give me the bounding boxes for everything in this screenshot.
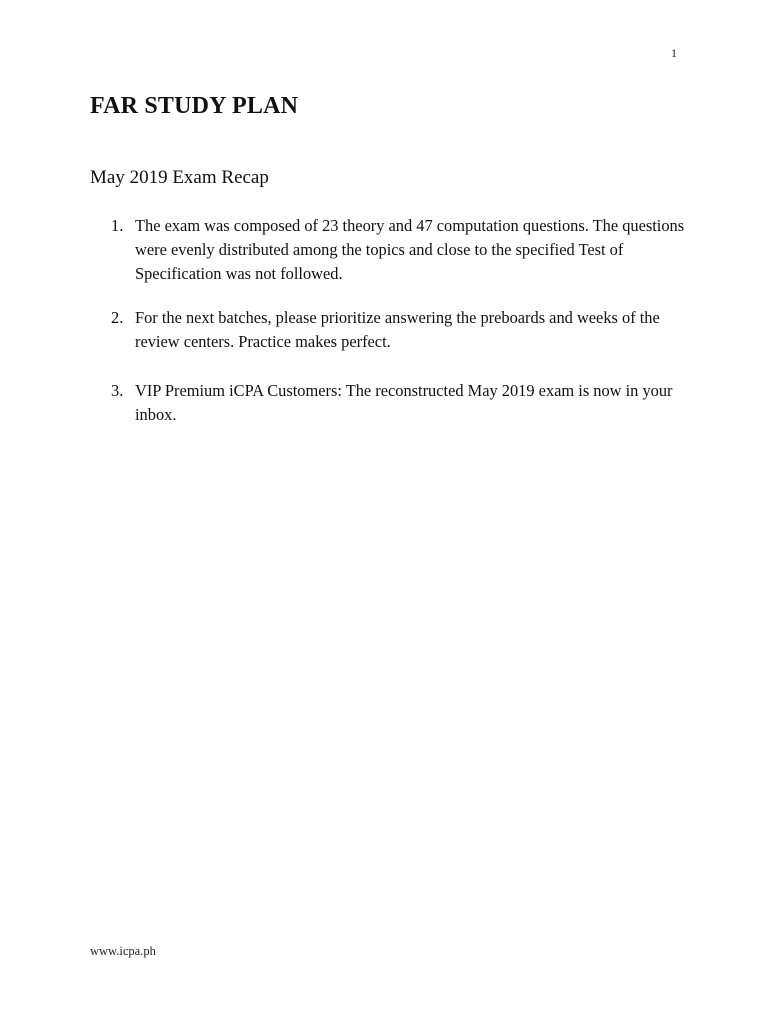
page-number: 1 xyxy=(671,46,677,60)
list-item xyxy=(90,379,690,427)
list-item xyxy=(90,214,690,286)
list-item-number: 1. xyxy=(111,216,124,235)
document-title: FAR STUDY PLAN xyxy=(90,93,299,119)
list-item-number: 2. xyxy=(111,308,124,327)
section-heading: May 2019 Exam Recap xyxy=(90,167,269,188)
list-item xyxy=(90,306,690,354)
recap-list xyxy=(90,214,690,427)
footer-url: www.icpa.ph xyxy=(90,944,156,958)
list-item-text: For the next batches, please prioritize answering the preboards and weeks of the review centers. Practice makes perfect. xyxy=(135,308,660,351)
list-item-text: The exam was composed of 23 theory and 47 computation questions. The questions were evenly distributed among the topics and close to the specified Test of Specification was not followed. xyxy=(135,216,685,283)
list-item-number: 3. xyxy=(111,381,124,400)
list-item-text: VIP Premium iCPA Customers: The reconstructed May 2019 exam is now in your inbox. xyxy=(135,381,673,424)
